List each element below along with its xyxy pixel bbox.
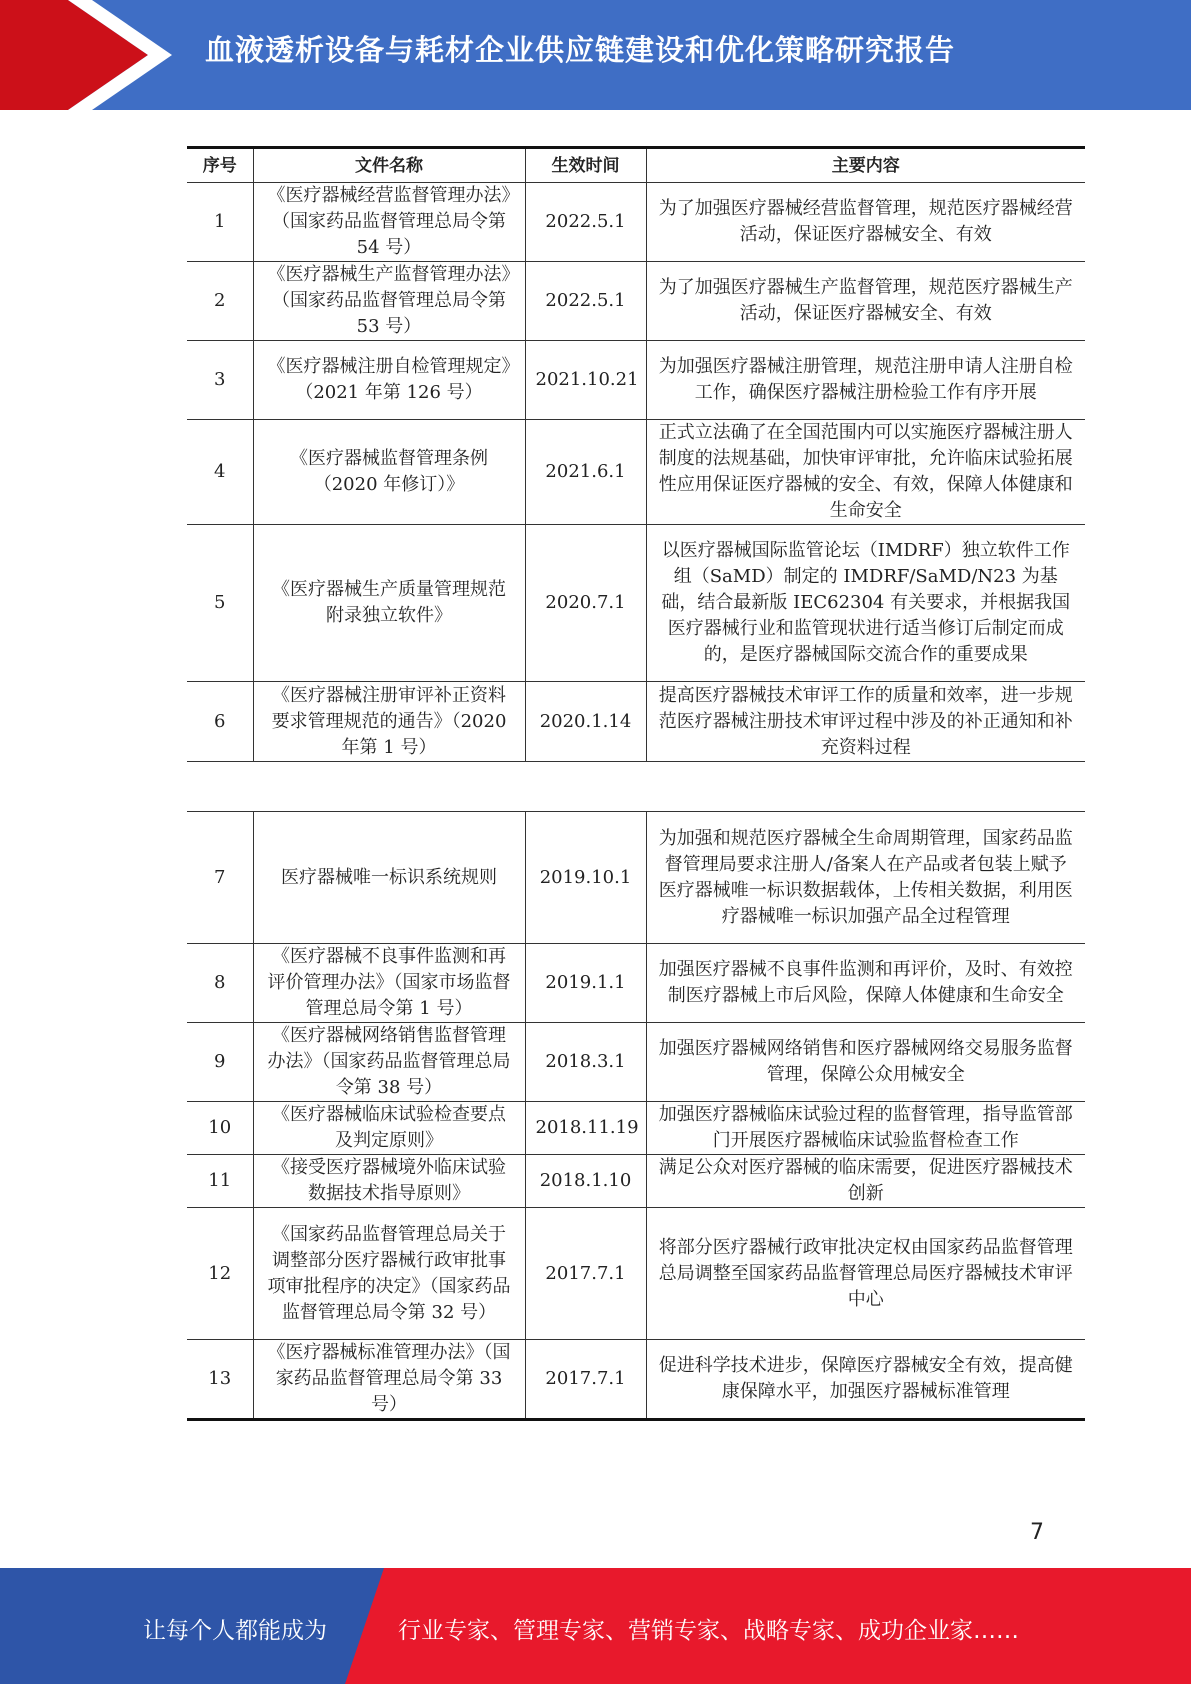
cell-date: 2017.7.1 xyxy=(525,1208,646,1340)
cell-content: 为了加强医疗器械生产监督管理，规范医疗器械生产活动，保证医疗器械安全、有效 xyxy=(646,262,1085,341)
table-row xyxy=(187,420,1085,525)
cell-date: 2018.3.1 xyxy=(525,1023,646,1102)
cell-date: 2017.7.1 xyxy=(525,1340,646,1420)
cell-date: 2021.6.1 xyxy=(525,420,646,525)
cell-content: 为了加强医疗器械经营监督管理，规范医疗器械经营活动，保证医疗器械安全、有效 xyxy=(646,183,1085,262)
cell-name: 《国家药品监督管理总局关于调整部分医疗器械行政审批事项审批程序的决定》（国家药品监督管理总局令第 32 号） xyxy=(253,1208,525,1340)
cell-no: 10 xyxy=(187,1102,253,1155)
table-row xyxy=(187,183,1085,262)
regulations-table-part-2 xyxy=(187,811,1085,1421)
cell-no: 11 xyxy=(187,1155,253,1208)
cell-content: 加强医疗器械网络销售和医疗器械网络交易服务监督管理，保障公众用械安全 xyxy=(646,1023,1085,1102)
cell-date: 2019.1.1 xyxy=(525,944,646,1023)
cell-date: 2021.10.21 xyxy=(525,341,646,420)
table-row xyxy=(187,1023,1085,1102)
table-row xyxy=(187,1208,1085,1340)
cell-content: 提高医疗器械技术审评工作的质量和效率，进一步规范医疗器械注册技术审评过程中涉及的补正通知和补充资料过程 xyxy=(646,682,1085,762)
cell-name: 《医疗器械标准管理办法》（国家药品监督管理总局令第 33 号） xyxy=(253,1340,525,1420)
table-header-row xyxy=(187,148,1085,183)
page-header xyxy=(0,0,1191,110)
cell-name: 《医疗器械不良事件监测和再评价管理办法》（国家市场监督管理总局令第 1 号） xyxy=(253,944,525,1023)
cell-no: 4 xyxy=(187,420,253,525)
table-row xyxy=(187,341,1085,420)
cell-content: 以医疗器械国际监管论坛（IMDRF）独立软件工作组（SaMD）制定的 IMDRF/SaMD/N23 为基础，结合最新版 IEC62304 有关要求，并根据我国医疗器械行业和监管现状进行适当修订后制定而成的，是医疗器械国际交流合作的重要成果 xyxy=(646,525,1085,682)
cell-name: 《医疗器械生产监督管理办法》（国家药品监督管理总局令第 53 号） xyxy=(253,262,525,341)
cell-name: 《医疗器械监督管理条例（2020 年修订）》 xyxy=(253,420,525,525)
footer-slogan-right: 行业专家、管理专家、营销专家、战略专家、成功企业家…… xyxy=(398,1618,1019,1644)
cell-name: 《接受医疗器械境外临床试验数据技术指导原则》 xyxy=(253,1155,525,1208)
cell-name: 《医疗器械网络销售监督管理办法》（国家药品监督管理总局令第 38 号） xyxy=(253,1023,525,1102)
cell-no: 6 xyxy=(187,682,253,762)
cell-content: 加强医疗器械临床试验过程的监督管理，指导监管部门开展医疗器械临床试验监督检查工作 xyxy=(646,1102,1085,1155)
cell-date: 2022.5.1 xyxy=(525,262,646,341)
table-row xyxy=(187,525,1085,682)
cell-content: 满足公众对医疗器械的临床需要，促进医疗器械技术创新 xyxy=(646,1155,1085,1208)
cell-content: 正式立法确了在全国范围内可以实施医疗器械注册人制度的法规基础，加快审评审批，允许临床试验拓展性应用保证医疗器械的安全、有效，保障人体健康和生命安全 xyxy=(646,420,1085,525)
cell-name: 《医疗器械注册自检管理规定》（2021 年第 126 号） xyxy=(253,341,525,420)
cell-content: 为加强和规范医疗器械全生命周期管理，国家药品监督管理局要求注册人/备案人在产品或者包装上赋予医疗器械唯一标识数据载体，上传相关数据，利用医疗器械唯一标识加强产品全过程管理 xyxy=(646,812,1085,944)
page-footer xyxy=(0,1568,1191,1684)
cell-name: 《医疗器械临床试验检查要点及判定原则》 xyxy=(253,1102,525,1155)
cell-content: 加强医疗器械不良事件监测和再评价，及时、有效控制医疗器械上市后风险，保障人体健康和生命安全 xyxy=(646,944,1085,1023)
cell-date: 2018.1.10 xyxy=(525,1155,646,1208)
cell-date: 2019.10.1 xyxy=(525,812,646,944)
cell-name: 《医疗器械注册审评补正资料要求管理规范的通告》（2020 年第 1 号） xyxy=(253,682,525,762)
header-cell-content: 主要内容 xyxy=(646,148,1085,183)
cell-content: 促进科学技术进步，保障医疗器械安全有效，提高健康保障水平，加强医疗器械标准管理 xyxy=(646,1340,1085,1420)
table-row xyxy=(187,1155,1085,1208)
table-row xyxy=(187,812,1085,944)
page-number: 7 xyxy=(1030,1520,1044,1545)
header-cell-date: 生效时间 xyxy=(525,148,646,183)
cell-no: 12 xyxy=(187,1208,253,1340)
cell-date: 2020.7.1 xyxy=(525,525,646,682)
cell-no: 9 xyxy=(187,1023,253,1102)
table-row xyxy=(187,1102,1085,1155)
table-row xyxy=(187,262,1085,341)
regulations-table-part-1 xyxy=(187,146,1085,762)
table-row xyxy=(187,1340,1085,1420)
cell-no: 2 xyxy=(187,262,253,341)
report-title: 血液透析设备与耗材企业供应链建设和优化策略研究报告 xyxy=(205,33,956,67)
table-row xyxy=(187,682,1085,762)
header-cell-no: 序号 xyxy=(187,148,253,183)
footer-slogan-left: 让每个人都能成为 xyxy=(143,1618,327,1644)
cell-name: 《医疗器械生产质量管理规范附录独立软件》 xyxy=(253,525,525,682)
header-cell-name: 文件名称 xyxy=(253,148,525,183)
cell-no: 1 xyxy=(187,183,253,262)
cell-name: 医疗器械唯一标识系统规则 xyxy=(253,812,525,944)
table-row xyxy=(187,944,1085,1023)
cell-content: 将部分医疗器械行政审批决定权由国家药品监督管理总局调整至国家药品监督管理总局医疗器械技术审评中心 xyxy=(646,1208,1085,1340)
cell-date: 2018.11.19 xyxy=(525,1102,646,1155)
cell-no: 8 xyxy=(187,944,253,1023)
cell-date: 2022.5.1 xyxy=(525,183,646,262)
cell-date: 2020.1.14 xyxy=(525,682,646,762)
cell-no: 13 xyxy=(187,1340,253,1420)
cell-no: 3 xyxy=(187,341,253,420)
cell-content: 为加强医疗器械注册管理，规范注册申请人注册自检工作，确保医疗器械注册检验工作有序开展 xyxy=(646,341,1085,420)
cell-no: 5 xyxy=(187,525,253,682)
cell-no: 7 xyxy=(187,812,253,944)
cell-name: 《医疗器械经营监督管理办法》（国家药品监督管理总局令第 54 号） xyxy=(253,183,525,262)
